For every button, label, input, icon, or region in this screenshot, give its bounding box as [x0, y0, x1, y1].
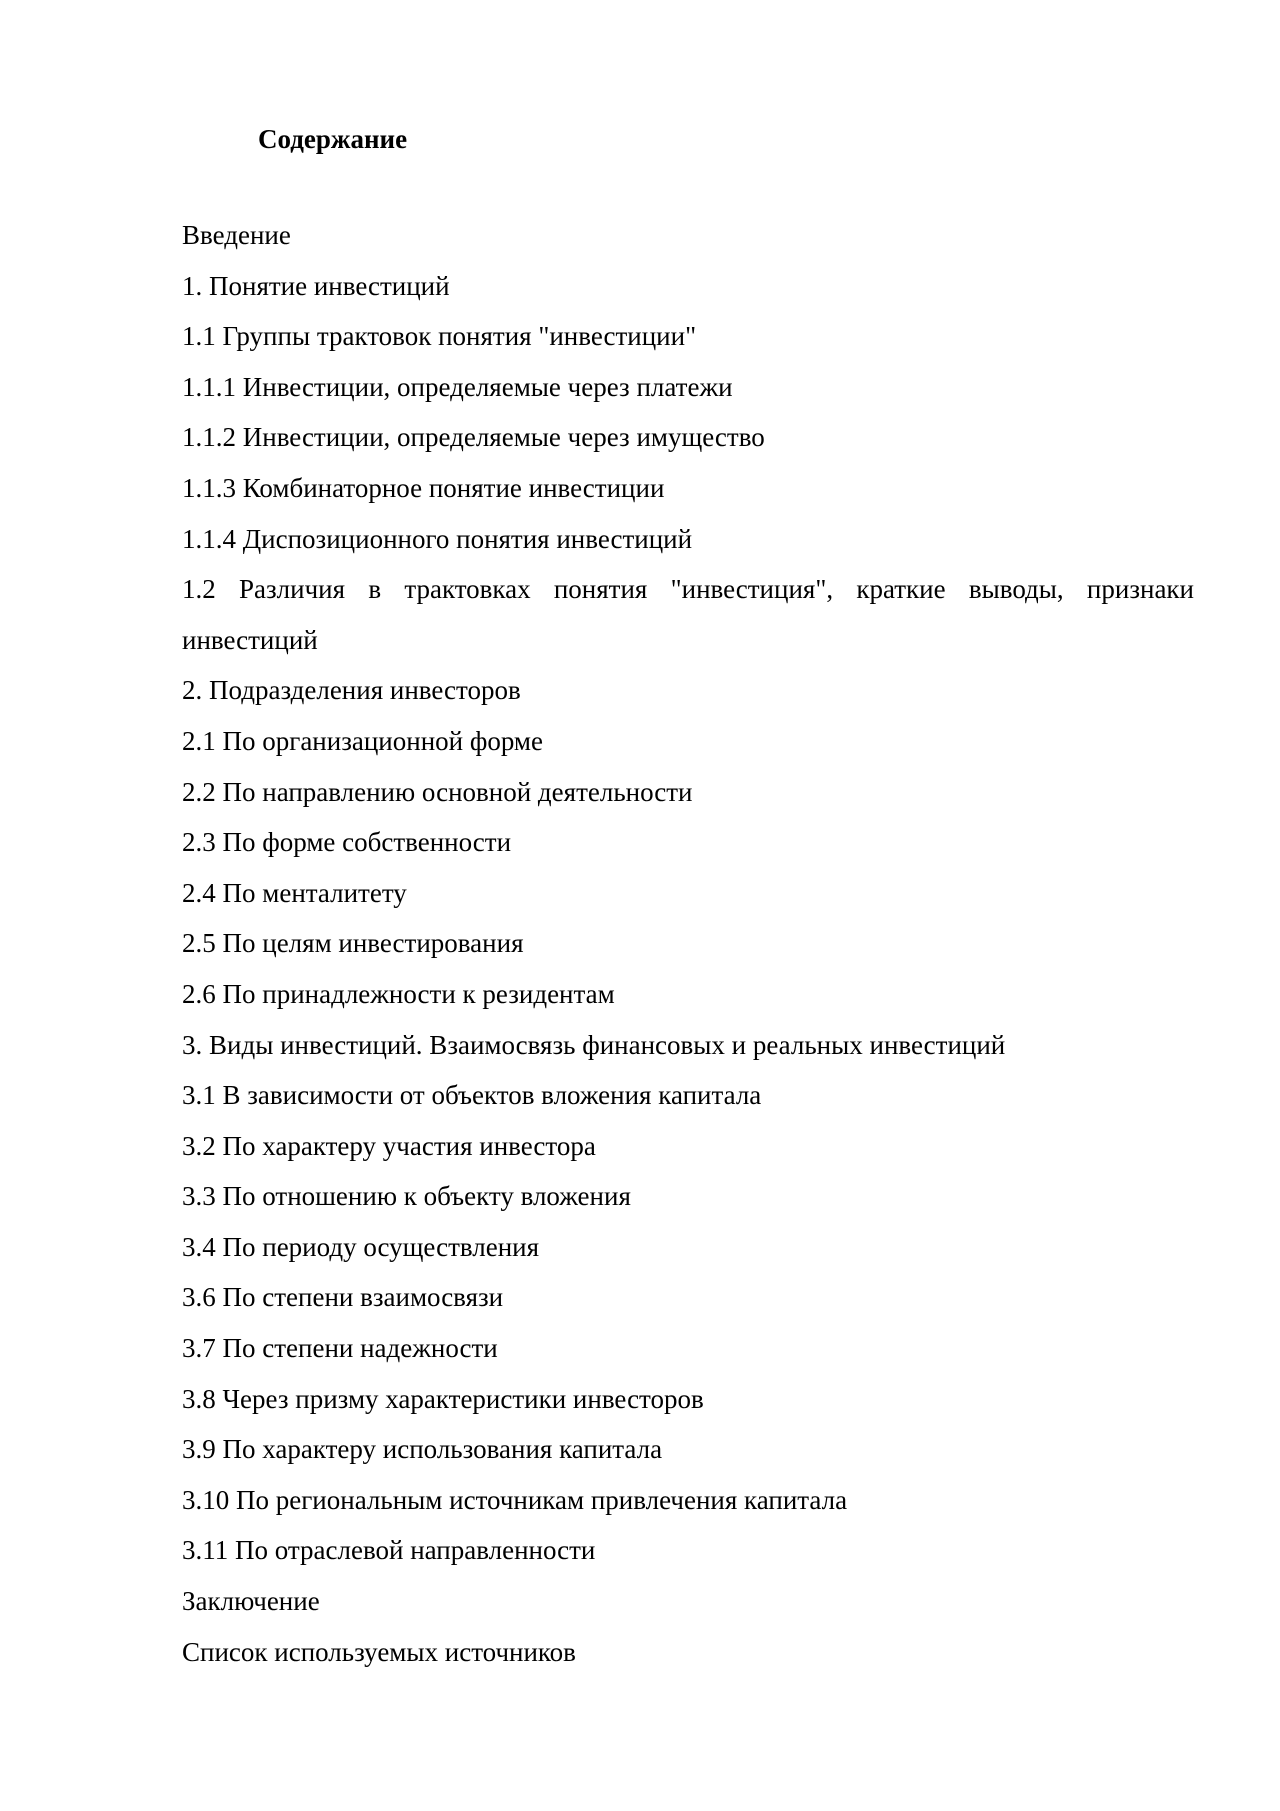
toc-entry: 2.5 По целям инвестирования — [182, 928, 524, 959]
toc-entry: 3.9 По характеру использования капитала — [182, 1434, 663, 1465]
toc-entry: 2.2 По направлению основной деятельности — [182, 776, 693, 807]
toc-entry: 2.3 По форме собственности — [182, 827, 512, 858]
toc-entry-conclusion: Заключение — [182, 1586, 320, 1617]
toc-entry: 1.1 Группы трактовок понятия "инвестиции" — [182, 321, 697, 352]
toc-entry: 3.11 По отраслевой направленности — [182, 1535, 596, 1566]
toc-entry: 1.1.3 Комбинаторное понятие инвестиции — [182, 472, 665, 503]
toc-entry-introduction: Введение — [182, 220, 291, 250]
toc-entry: 1.1.2 Инвестиции, определяемые через имущество — [182, 422, 765, 453]
toc-entry: 2.4 По менталитету — [182, 877, 407, 908]
toc-entry: 1.2 Различия в трактовках понятия "инвестиция", краткие выводы, признаки инвестиций — [182, 574, 1194, 655]
toc-entry: 2.6 По принадлежности к резидентам — [182, 978, 615, 1009]
toc-entry: 1.1.1 Инвестиции, определяемые через платежи — [182, 371, 733, 402]
toc-entry: 3.1 В зависимости от объектов вложения капитала — [182, 1080, 762, 1111]
toc-entry: 2.1 По организационной форме — [182, 725, 544, 756]
toc-title: Содержание — [258, 124, 408, 154]
toc-list — [182, 210, 1194, 1677]
toc-entry: 3.7 По степени надежности — [182, 1333, 498, 1364]
toc-entry: 3. Виды инвестиций. Взаимосвязь финансовых и реальных инвестиций — [182, 1029, 1006, 1060]
toc-entry: 3.10 По региональным источникам привлечения капитала — [182, 1484, 848, 1515]
toc-entry: 3.3 По отношению к объекту вложения — [182, 1181, 631, 1212]
toc-entry: 1. Понятие инвестиций — [182, 270, 450, 301]
toc-entry: 3.8 Через призму характеристики инвесторов — [182, 1383, 704, 1414]
toc-entry: 1.1.4 Диспозиционного понятия инвестиций — [182, 523, 693, 554]
toc-entry: 3.4 По периоду осуществления — [182, 1231, 540, 1262]
toc-entry-references: Список используемых источников — [182, 1636, 576, 1667]
toc-entry: 3.6 По степени взаимосвязи — [182, 1282, 504, 1313]
toc-entry: 3.2 По характеру участия инвестора — [182, 1130, 596, 1161]
toc-entry: 2. Подразделения инвесторов — [182, 675, 521, 706]
